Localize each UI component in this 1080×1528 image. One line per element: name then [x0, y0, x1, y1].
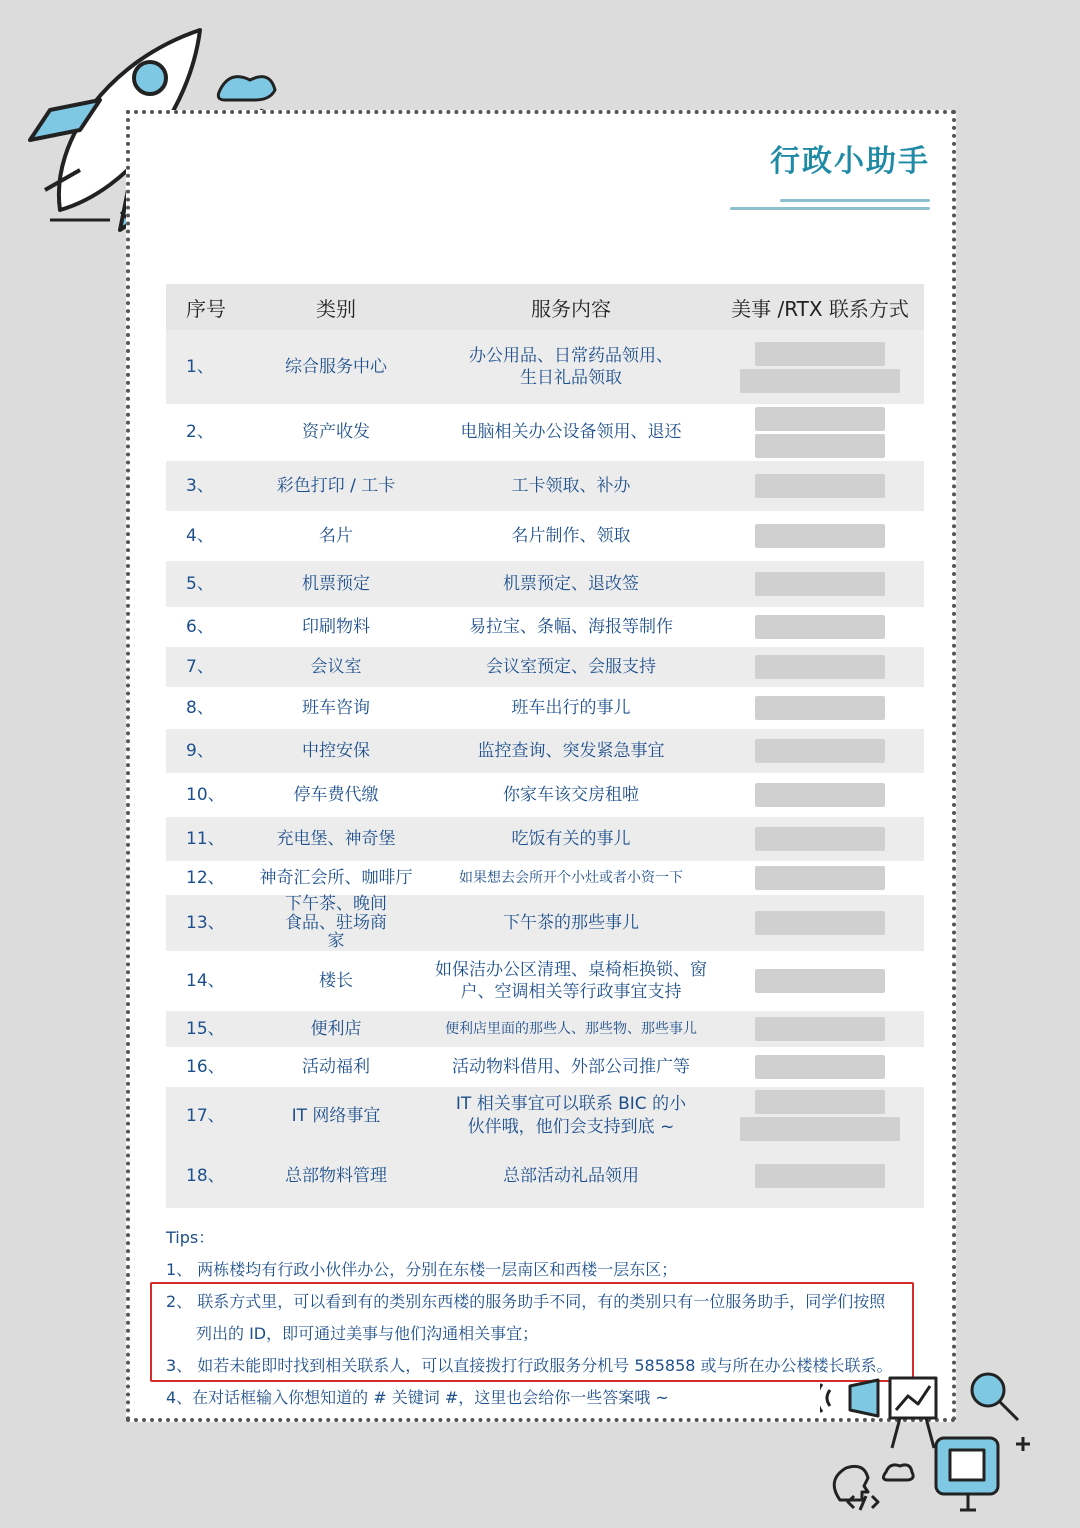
- table-row: [166, 1144, 924, 1208]
- row-number: 11、: [166, 817, 246, 861]
- row-category: 印刷物料: [246, 607, 426, 647]
- table-row: [166, 687, 924, 729]
- row-service: 便利店里面的那些人、那些物、那些事儿: [426, 1011, 716, 1047]
- row-number: 8、: [166, 687, 246, 729]
- row-contact: [716, 1047, 924, 1087]
- row-contact: [716, 895, 924, 951]
- row-category: IT 网络事宜: [246, 1087, 426, 1144]
- column-header-category: 类别: [246, 284, 426, 330]
- row-number: 1、: [166, 330, 246, 404]
- row-number: 10、: [166, 773, 246, 817]
- row-category: 活动福利: [246, 1047, 426, 1087]
- tip-item: 列出的 ID，即可通过美事与他们沟通相关事宜；: [196, 1324, 539, 1343]
- row-category: 楼长: [246, 951, 426, 1011]
- row-category: 会议室: [246, 647, 426, 687]
- table-row: [166, 647, 924, 687]
- row-number: 2、: [166, 404, 246, 461]
- row-category: 便利店: [246, 1011, 426, 1047]
- page-title: 行政小助手: [770, 144, 930, 179]
- row-service: 吃饭有关的事儿: [426, 817, 716, 861]
- row-contact: [716, 1144, 924, 1208]
- row-number: 18、: [166, 1144, 246, 1208]
- row-number: 13、: [166, 895, 246, 951]
- row-number: 9、: [166, 729, 246, 773]
- row-number: 3、: [166, 461, 246, 511]
- row-service: 如保洁办公区清理、桌椅柜换锁、窗户、空调相关等行政事宜支持: [426, 951, 716, 1011]
- table-row: [166, 511, 924, 561]
- row-number: 4、: [166, 511, 246, 561]
- tip-item: 3、 如若未能即时找到相关联系人，可以直接拨打行政服务分机号 585858 或与所在办公楼楼长联系。: [166, 1356, 893, 1375]
- column-header-number: 序号: [166, 284, 246, 330]
- table-row: [166, 817, 924, 861]
- row-contact: [716, 511, 924, 561]
- row-service: 电脑相关办公设备领用、退还: [426, 404, 716, 461]
- table-row: [166, 895, 924, 951]
- service-table: [166, 284, 924, 1208]
- row-service: 名片制作、领取: [426, 511, 716, 561]
- column-header-service: 服务内容: [426, 284, 716, 330]
- row-category: 停车费代缴: [246, 773, 426, 817]
- row-category: 下午茶、晚间食品、驻场商家: [246, 895, 426, 951]
- row-contact: [716, 330, 924, 404]
- row-category: 中控安保: [246, 729, 426, 773]
- row-contact: [716, 861, 924, 895]
- row-service: 机票预定、退改签: [426, 561, 716, 607]
- row-service: 班车出行的事儿: [426, 687, 716, 729]
- row-number: 7、: [166, 647, 246, 687]
- table-row: [166, 461, 924, 511]
- row-contact: [716, 951, 924, 1011]
- row-number: 17、: [166, 1087, 246, 1144]
- row-contact: [716, 561, 924, 607]
- table-row: [166, 330, 924, 404]
- row-number: 15、: [166, 1011, 246, 1047]
- row-service: 工卡领取、补办: [426, 461, 716, 511]
- row-service: 你家车该交房租啦: [426, 773, 716, 817]
- row-service: 下午茶的那些事儿: [426, 895, 716, 951]
- tip-item: 4、在对话框输入你想知道的 # 关键词 #，这里也会给你一些答案哦 ~: [166, 1388, 669, 1407]
- row-contact: [716, 1011, 924, 1047]
- row-service: 会议室预定、会服支持: [426, 647, 716, 687]
- row-service: 监控查询、突发紧急事宜: [426, 729, 716, 773]
- table-row: [166, 729, 924, 773]
- tech-icons-illustration: [820, 1350, 1060, 1520]
- row-category: 神奇汇会所、咖啡厅: [246, 861, 426, 895]
- tip-item: 2、 联系方式里，可以看到有的类别东西楼的服务助手不同，有的类别只有一位服务助手，同学们按照: [166, 1292, 886, 1311]
- row-service: 活动物料借用、外部公司推广等: [426, 1047, 716, 1087]
- column-header-contact: 美事 /RTX 联系方式: [716, 284, 924, 330]
- table-row: [166, 607, 924, 647]
- row-service: 易拉宝、条幅、海报等制作: [426, 607, 716, 647]
- row-category: 充电堡、神奇堡: [246, 817, 426, 861]
- subtitle-decoration: [730, 194, 930, 218]
- row-contact: [716, 817, 924, 861]
- document-sheet: [126, 110, 956, 1422]
- tips-heading: Tips：: [166, 1228, 215, 1247]
- row-contact: [716, 1087, 924, 1144]
- row-service: 办公用品、日常药品领用、生日礼品领取: [426, 330, 716, 404]
- table-row: [166, 1087, 924, 1144]
- row-contact: [716, 729, 924, 773]
- row-category: 彩色打印 / 工卡: [246, 461, 426, 511]
- row-contact: [716, 461, 924, 511]
- table-row: [166, 1011, 924, 1047]
- row-service: 如果想去会所开个小灶或者小资一下: [426, 861, 716, 895]
- table-row: [166, 561, 924, 607]
- row-number: 12、: [166, 861, 246, 895]
- row-number: 14、: [166, 951, 246, 1011]
- table-row: [166, 404, 924, 461]
- row-category: 资产收发: [246, 404, 426, 461]
- row-contact: [716, 607, 924, 647]
- row-service: IT 相关事宜可以联系 BIC 的小伙伴哦，他们会支持到底 ~: [426, 1087, 716, 1144]
- table-row: [166, 773, 924, 817]
- row-category: 机票预定: [246, 561, 426, 607]
- row-number: 5、: [166, 561, 246, 607]
- row-service: 总部活动礼品领用: [426, 1144, 716, 1208]
- row-contact: [716, 687, 924, 729]
- table-row: [166, 1047, 924, 1087]
- row-category: 总部物料管理: [246, 1144, 426, 1208]
- row-contact: [716, 647, 924, 687]
- table-row: [166, 951, 924, 1011]
- row-number: 16、: [166, 1047, 246, 1087]
- row-category: 名片: [246, 511, 426, 561]
- tip-item: 1、 两栋楼均有行政小伙伴办公，分别在东楼一层南区和西楼一层东区；: [166, 1260, 678, 1279]
- row-number: 6、: [166, 607, 246, 647]
- table-row: [166, 861, 924, 895]
- row-contact: [716, 773, 924, 817]
- row-contact: [716, 404, 924, 461]
- row-category: 综合服务中心: [246, 330, 426, 404]
- tips-section: [166, 1222, 926, 1414]
- row-category: 班车咨询: [246, 687, 426, 729]
